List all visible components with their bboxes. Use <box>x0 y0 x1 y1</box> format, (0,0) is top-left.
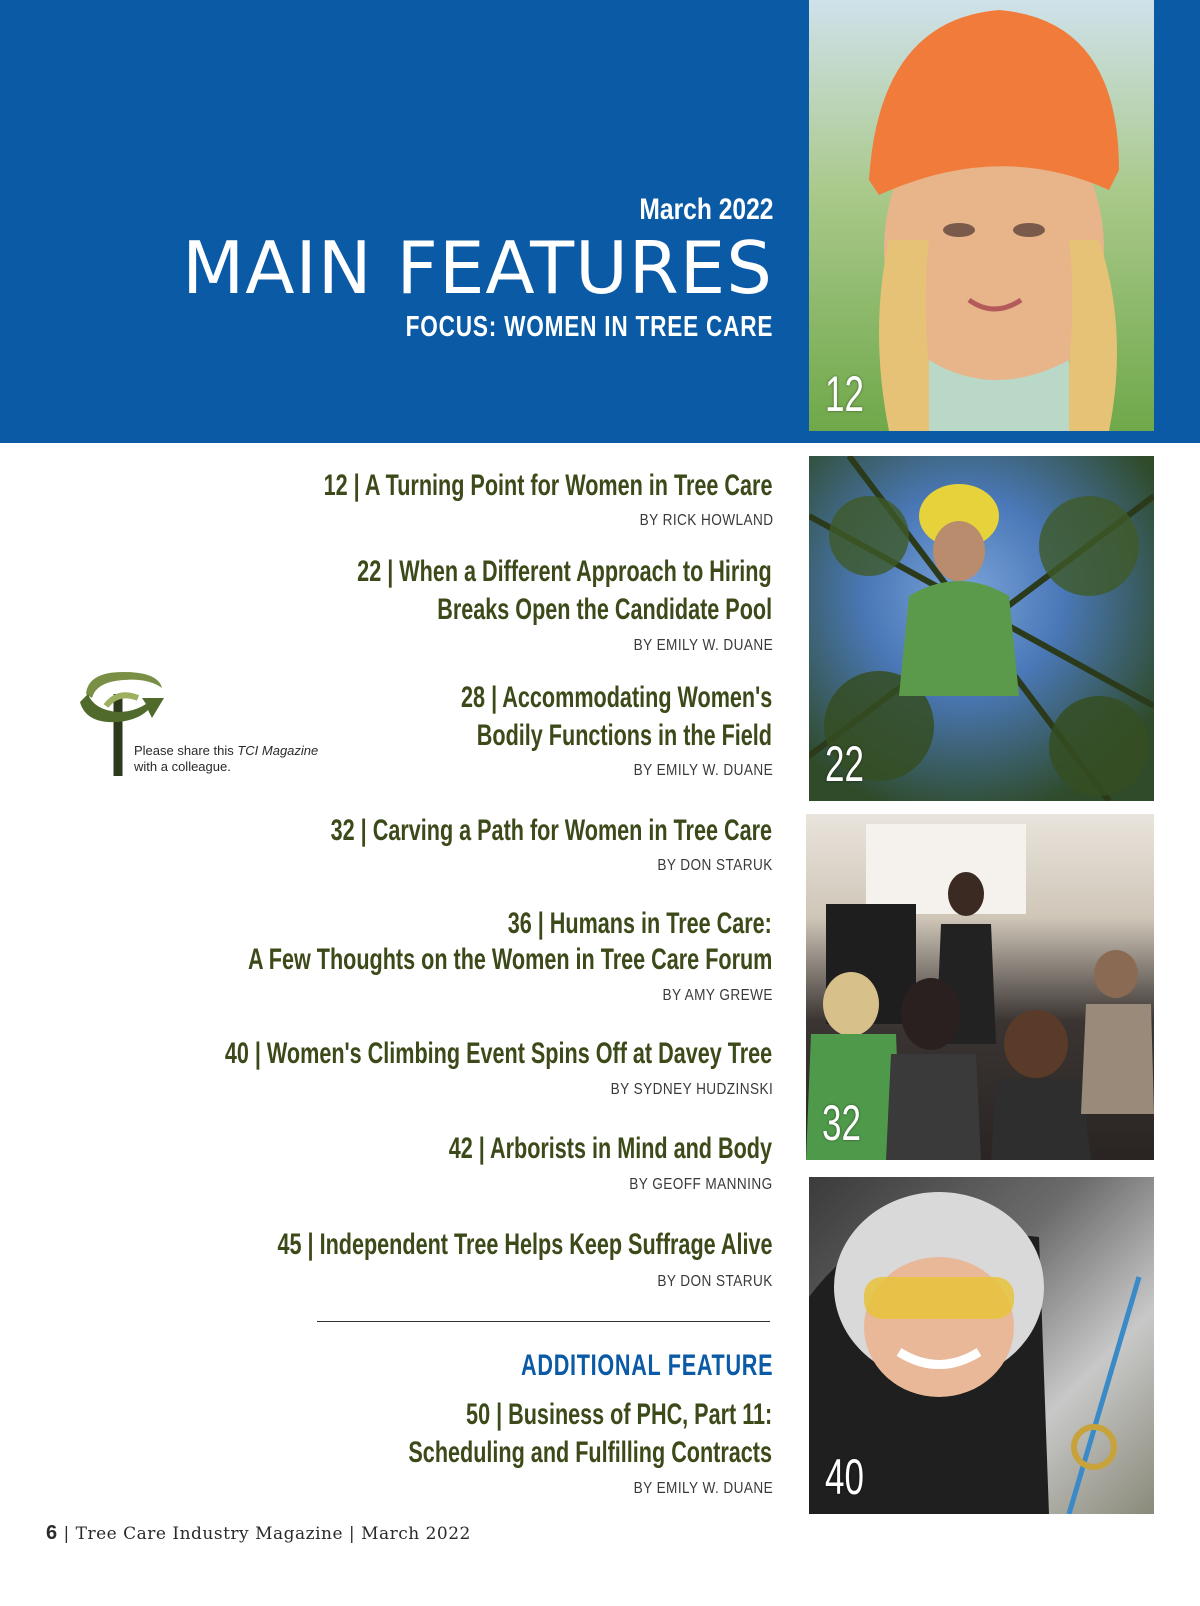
toc-byline-12: BY RICK HOWLAND <box>639 512 773 529</box>
toc-entry-28-line1[interactable]: 28 | Accommodating Women's <box>460 681 772 714</box>
toc-byline-40: BY SYDNEY HUDZINSKI <box>610 1081 773 1098</box>
toc-entry-12[interactable]: 12 | A Turning Point for Women in Tree Care <box>323 469 772 502</box>
toc-byline-32: BY DON STARUK <box>657 857 773 874</box>
photo-page-number: 22 <box>825 736 864 792</box>
photo-page-number: 40 <box>825 1449 864 1505</box>
photo-article-40[interactable] <box>809 1177 1154 1514</box>
toc-byline-50: BY EMILY W. DUANE <box>633 1480 773 1497</box>
additional-feature-heading: ADDITIONAL FEATURE <box>520 1349 773 1382</box>
share-note-magazine: TCI Magazine <box>237 743 319 758</box>
share-note-line2: with a colleague. <box>134 759 231 774</box>
photo-page-number: 32 <box>822 1095 861 1151</box>
photo-article-12[interactable] <box>809 0 1154 431</box>
toc-byline-22: BY EMILY W. DUANE <box>633 637 773 654</box>
toc-entry-32[interactable]: 32 | Carving a Path for Women in Tree Care <box>330 814 772 847</box>
toc-entry-50-line2[interactable]: Scheduling and Fulfilling Contracts <box>408 1436 772 1469</box>
toc-entry-36-line2[interactable]: A Few Thoughts on the Women in Tree Care Forum <box>247 943 772 976</box>
toc-byline-28: BY EMILY W. DUANE <box>633 762 773 779</box>
share-note <box>134 743 318 775</box>
toc-entry-40[interactable]: 40 | Women's Climbing Event Spins Off at Davey Tree <box>224 1037 772 1070</box>
toc-entry-36-line1[interactable]: 36 | Humans in Tree Care: <box>507 907 772 940</box>
toc-byline-36: BY AMY GREWE <box>662 987 773 1004</box>
footer-text: | Tree Care Industry Magazine | March 2022 <box>57 1524 471 1544</box>
toc-entry-22-line2[interactable]: Breaks Open the Candidate Pool <box>437 593 772 626</box>
page-title: MAIN FEATURES <box>182 226 773 310</box>
photo-article-32[interactable] <box>806 814 1154 1160</box>
share-note-prefix: Please share this <box>134 743 238 758</box>
photo-page-number: 12 <box>825 366 864 422</box>
section-divider <box>317 1321 770 1322</box>
toc-entry-28-line2[interactable]: Bodily Functions in the Field <box>476 719 772 752</box>
toc-entry-42[interactable]: 42 | Arborists in Mind and Body <box>448 1132 772 1165</box>
toc-entry-50-line1[interactable]: 50 | Business of PHC, Part 11: <box>465 1398 772 1431</box>
focus-subtitle: FOCUS: WOMEN IN TREE CARE <box>405 311 773 343</box>
toc-entry-22-line1[interactable]: 22 | When a Different Approach to Hiring <box>357 555 772 588</box>
page-footer <box>46 1522 471 1545</box>
toc-byline-45: BY DON STARUK <box>657 1273 773 1290</box>
photo-article-22[interactable] <box>809 456 1154 801</box>
page-number: 6 <box>46 1522 58 1544</box>
toc-byline-42: BY GEOFF MANNING <box>629 1176 773 1193</box>
toc-entry-45[interactable]: 45 | Independent Tree Helps Keep Suffrage Alive <box>277 1228 772 1261</box>
issue-date: March 2022 <box>638 193 773 226</box>
